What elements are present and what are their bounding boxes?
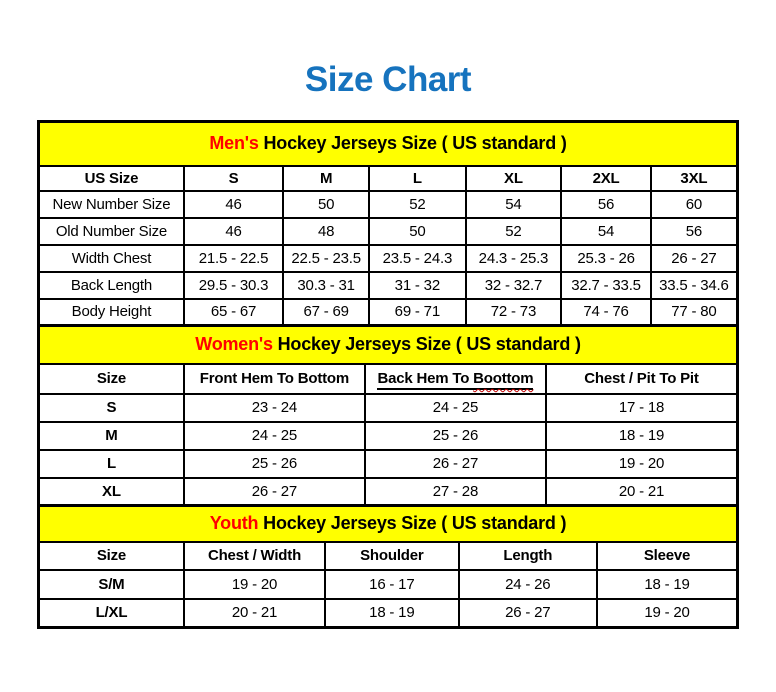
header-cell xyxy=(39,542,184,570)
underlined-header-text xyxy=(377,370,533,390)
table-row xyxy=(39,478,738,506)
header-cell xyxy=(184,364,365,394)
row-label: Width Chest xyxy=(39,245,184,272)
row-label: XL xyxy=(39,478,184,506)
value-cell: 33.5 - 34.6 xyxy=(651,272,738,299)
value-cell: 32 - 32.7 xyxy=(466,272,562,299)
value-cell: 19 - 20 xyxy=(546,450,738,478)
size-chart-page xyxy=(0,60,776,692)
header-cell xyxy=(561,166,650,191)
header-text: Size xyxy=(96,547,127,564)
mens-size-table xyxy=(37,120,739,327)
womens-header-row xyxy=(39,364,738,394)
header-text: M xyxy=(319,169,333,187)
value-cell: 65 - 67 xyxy=(184,299,283,326)
header-text: Size xyxy=(96,370,127,387)
row-label: L xyxy=(39,450,184,478)
womens-size-table xyxy=(37,324,739,507)
womens-section-title xyxy=(39,326,738,364)
value-cell: 54 xyxy=(561,218,650,245)
table-row xyxy=(39,450,738,478)
row-label: M xyxy=(39,422,184,450)
header-text: US Size xyxy=(84,169,139,187)
misspelled-word: Boottom xyxy=(473,370,534,387)
row-label: L/XL xyxy=(39,599,184,628)
value-cell: 18 - 19 xyxy=(597,570,738,599)
value-cell: 18 - 19 xyxy=(325,599,459,628)
value-cell: 19 - 20 xyxy=(597,599,738,628)
row-label: Body Height xyxy=(39,299,184,326)
header-text: Front Hem To Bottom xyxy=(199,370,350,387)
value-cell: 19 - 20 xyxy=(184,570,325,599)
header-cell xyxy=(369,166,465,191)
value-cell: 25.3 - 26 xyxy=(561,245,650,272)
table-row xyxy=(39,272,738,299)
value-cell: 24 - 26 xyxy=(459,570,597,599)
value-cell: 24 - 25 xyxy=(365,394,546,422)
header-cell xyxy=(597,542,738,570)
header-text: Chest / Width xyxy=(207,547,302,564)
value-cell: 67 - 69 xyxy=(283,299,369,326)
header-cell xyxy=(325,542,459,570)
value-cell: 26 - 27 xyxy=(184,478,365,506)
value-cell: 52 xyxy=(466,218,562,245)
value-cell: 56 xyxy=(651,218,738,245)
page-title: Size Chart xyxy=(304,60,472,99)
header-text: Back Hem To xyxy=(377,370,474,387)
youth-size-table xyxy=(37,504,739,629)
value-cell: 20 - 21 xyxy=(184,599,325,628)
section-title-highlight: Women's xyxy=(195,334,273,355)
table-row xyxy=(39,394,738,422)
table-row xyxy=(39,422,738,450)
value-cell: 48 xyxy=(283,218,369,245)
header-text: S xyxy=(228,169,239,187)
section-title-highlight: Youth xyxy=(209,513,259,534)
value-cell: 69 - 71 xyxy=(369,299,465,326)
row-label: S/M xyxy=(39,570,184,599)
table-row xyxy=(39,191,738,218)
header-text: L xyxy=(412,169,422,187)
value-cell: 46 xyxy=(184,191,283,218)
header-cell xyxy=(546,364,738,394)
value-cell: 27 - 28 xyxy=(365,478,546,506)
value-cell: 50 xyxy=(283,191,369,218)
value-cell: 32.7 - 33.5 xyxy=(561,272,650,299)
value-cell: 20 - 21 xyxy=(546,478,738,506)
mens-header-row xyxy=(39,166,738,191)
row-label: New Number Size xyxy=(39,191,184,218)
section-title-rest: Hockey Jerseys Size ( US standard ) xyxy=(258,513,567,534)
value-cell: 56 xyxy=(561,191,650,218)
section-title-rest: Hockey Jerseys Size ( US standard ) xyxy=(272,334,581,355)
header-cell xyxy=(39,364,184,394)
value-cell: 26 - 27 xyxy=(651,245,738,272)
value-cell: 23.5 - 24.3 xyxy=(369,245,465,272)
header-text: 2XL xyxy=(592,169,620,187)
value-cell: 21.5 - 22.5 xyxy=(184,245,283,272)
table-row xyxy=(39,218,738,245)
value-cell: 24 - 25 xyxy=(184,422,365,450)
section-title-highlight: Men's xyxy=(209,133,259,154)
value-cell: 52 xyxy=(369,191,465,218)
header-text: XL xyxy=(504,169,523,187)
value-cell: 31 - 32 xyxy=(369,272,465,299)
value-cell: 16 - 17 xyxy=(325,570,459,599)
youth-header-row xyxy=(39,542,738,570)
value-cell: 74 - 76 xyxy=(561,299,650,326)
size-tables-container xyxy=(37,120,739,629)
value-cell: 50 xyxy=(369,218,465,245)
header-text: Sleeve xyxy=(643,547,691,564)
value-cell: 26 - 27 xyxy=(459,599,597,628)
value-cell: 77 - 80 xyxy=(651,299,738,326)
header-cell xyxy=(184,542,325,570)
value-cell: 26 - 27 xyxy=(365,450,546,478)
value-cell: 18 - 19 xyxy=(546,422,738,450)
value-cell: 60 xyxy=(651,191,738,218)
header-cell xyxy=(651,166,738,191)
header-cell xyxy=(459,542,597,570)
section-title-rest: Hockey Jerseys Size ( US standard ) xyxy=(258,133,567,154)
value-cell: 46 xyxy=(184,218,283,245)
header-text: 3XL xyxy=(680,169,708,187)
header-cell xyxy=(39,166,184,191)
row-label: Old Number Size xyxy=(39,218,184,245)
header-text: Length xyxy=(503,547,553,564)
value-cell: 54 xyxy=(466,191,562,218)
value-cell: 24.3 - 25.3 xyxy=(466,245,562,272)
header-cell xyxy=(365,364,546,394)
header-text: Shoulder xyxy=(360,547,424,564)
youth-banner-row xyxy=(39,506,738,542)
header-cell xyxy=(283,166,369,191)
row-label: S xyxy=(39,394,184,422)
value-cell: 23 - 24 xyxy=(184,394,365,422)
table-row xyxy=(39,245,738,272)
table-row xyxy=(39,299,738,326)
mens-section-title xyxy=(39,122,738,166)
value-cell: 25 - 26 xyxy=(365,422,546,450)
value-cell: 29.5 - 30.3 xyxy=(184,272,283,299)
value-cell: 72 - 73 xyxy=(466,299,562,326)
header-cell xyxy=(466,166,562,191)
value-cell: 30.3 - 31 xyxy=(283,272,369,299)
table-row xyxy=(39,599,738,628)
mens-banner-row xyxy=(39,122,738,166)
value-cell: 17 - 18 xyxy=(546,394,738,422)
row-label: Back Length xyxy=(39,272,184,299)
table-row xyxy=(39,570,738,599)
header-text: Chest / Pit To Pit xyxy=(584,370,699,387)
value-cell: 25 - 26 xyxy=(184,450,365,478)
value-cell: 22.5 - 23.5 xyxy=(283,245,369,272)
youth-section-title xyxy=(39,506,738,542)
womens-banner-row xyxy=(39,326,738,364)
header-cell xyxy=(184,166,283,191)
